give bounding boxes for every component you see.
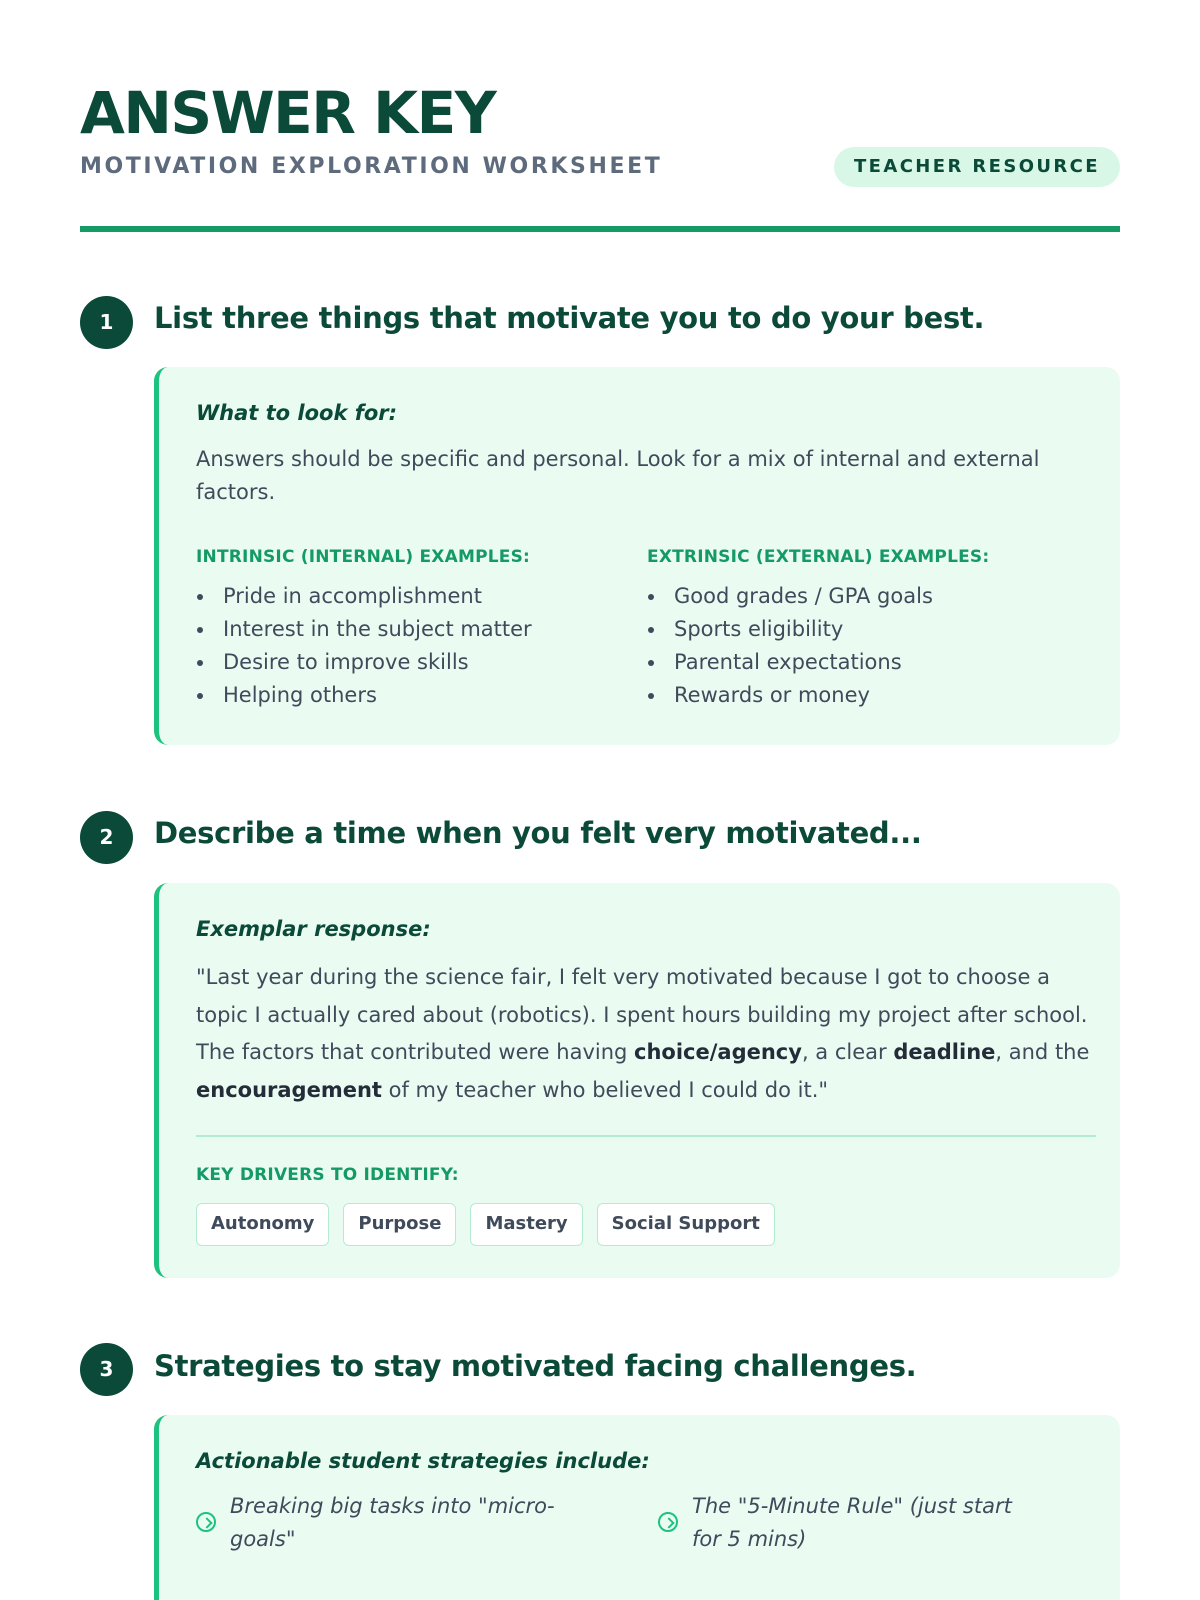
header-divider [80,226,1120,232]
question-3-title: Strategies to stay motivated facing challenges. [154,1349,917,1383]
list-item: Parental expectations [647,646,933,679]
page-title: ANSWER KEY [80,79,496,147]
question-1-card [154,367,1120,745]
question-2-card [154,883,1120,1278]
intrinsic-examples-list [196,580,532,712]
list-item: Helping others [196,679,532,712]
circle-arrow-right-icon [658,1512,678,1532]
question-3-number: 3 [80,1343,133,1396]
list-item: Rewards or money [647,679,933,712]
extrinsic-examples-list [647,580,933,712]
strategy-item [658,1490,1032,1556]
question-2-title: Describe a time when you felt very motivated... [154,816,922,850]
exemplar-response-text [196,959,1096,1109]
list-item: Sports eligibility [647,613,933,646]
card-divider [196,1135,1096,1137]
driver-tag-purpose: Purpose [343,1203,456,1246]
list-item: Desire to improve skills [196,646,532,679]
strategy-text: Breaking big tasks into "micro-goals" [230,1494,555,1551]
quote-segment: of my teacher who believed I could do it." [381,1077,829,1102]
quote-emphasis: choice/agency [634,1040,802,1064]
strategy-text: The "5-Minute Rule" (just start for 5 mins) [692,1494,1012,1551]
question-1-title: List three things that motivate you to do your best. [154,301,985,335]
quote-segment: "Last year during the science fair, I felt very motivated because I got to choose a topic I actually cared about (robotics). I spent hours building my project after school. The factors that contributed were having [196,965,1088,1064]
list-item: Good grades / GPA goals [647,580,933,613]
strategy-item [196,1490,570,1556]
quote-segment: , and the [995,1040,1090,1064]
question-1-card-text: Answers should be specific and personal. Look for a mix of internal and external factors. [196,447,1040,504]
list-item: Interest in the subject matter [196,613,532,646]
page-subtitle: MOTIVATION EXPLORATION WORKSHEET [80,154,663,179]
quote-segment: , a clear [801,1040,894,1064]
intrinsic-examples-heading: INTRINSIC (INTERNAL) EXAMPLES: [196,547,531,567]
question-1-number: 1 [80,296,133,349]
question-1-card-heading: What to look for: [196,401,398,425]
circle-arrow-right-icon [196,1512,216,1532]
driver-tag-mastery: Mastery [470,1203,582,1246]
question-2-card-heading: Exemplar response: [196,917,431,941]
driver-tag-autonomy: Autonomy [196,1203,329,1246]
extrinsic-examples-heading: EXTRINSIC (EXTERNAL) EXAMPLES: [647,547,990,567]
driver-tag-social-support: Social Support [597,1203,775,1246]
key-drivers-tags [196,1203,775,1246]
question-3-card-heading: Actionable student strategies include: [196,1449,650,1473]
quote-emphasis: encouragement [196,1077,382,1102]
question-2-number: 2 [80,811,133,864]
teacher-resource-badge: TEACHER RESOURCE [834,147,1120,187]
answer-key-page [80,0,1120,1600]
key-drivers-heading: KEY DRIVERS TO IDENTIFY: [196,1165,459,1185]
quote-emphasis: deadline [893,1040,996,1064]
question-3-card [154,1415,1120,1600]
list-item: Pride in accomplishment [196,580,532,613]
